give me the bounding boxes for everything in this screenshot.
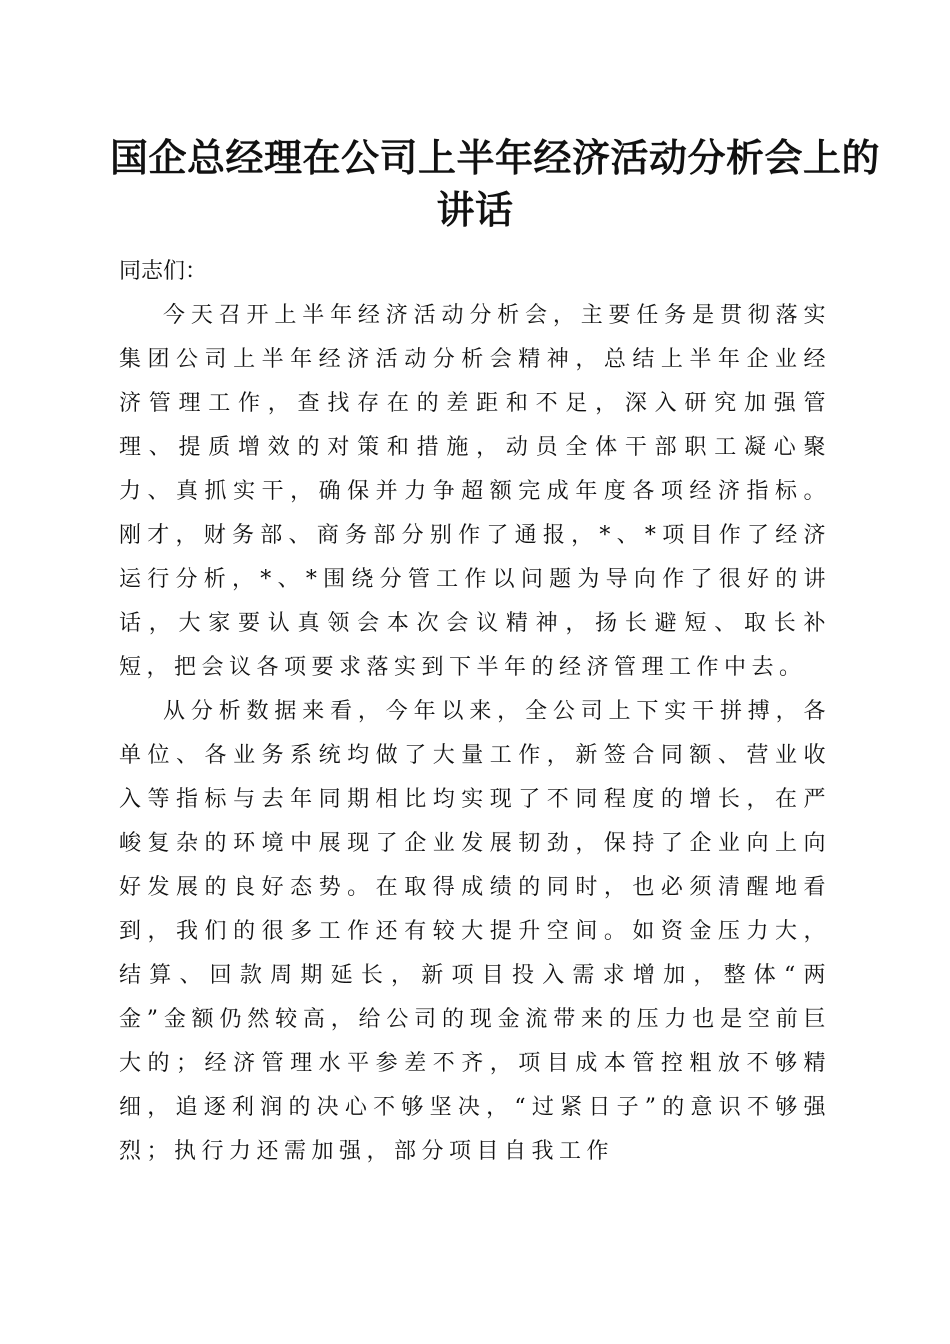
document-title-line-1: 国企总经理在公司上半年经济活动分析会上的 <box>110 135 881 180</box>
document-body <box>119 250 831 1174</box>
document-title-line-2: 讲话 <box>436 187 514 232</box>
paragraph-2: 从分析数据来看，今年以来，全公司上下实干拼搏，各单位、各业务系统均做了大量工作，新签合同额、营业收入等指标与去年同期相比均实现了不同程度的增长，在严峻复杂的环境中展现了企业发展韧劲，保持了企业向上向好发展的良好态势。在取得成绩的同时，也必须清醒地看到，我们的很多工作还有较大提升空间。如资金压力大，结算、回款周期延长，新项目投入需求增加，整体“两金”金额仍然较高，给公司的现金流带来的压力也是空前巨大的；经济管理水平参差不齐，项目成本管控粗放不够精细，追逐利润的决心不够坚决，“过紧日子”的意识不够强烈；执行力还需加强，部分项目自我工作 <box>119 699 831 1164</box>
salutation: 同志们： <box>119 259 208 284</box>
paragraph-1: 今天召开上半年经济活动分析会，主要任务是贯彻落实集团公司上半年经济活动分析会精神，总结上半年企业经济管理工作，查找存在的差距和不足，深入研究加强管理、提质增效的对策和措施，动员全体干部职工凝心聚力、真抓实干，确保并力争超额完成年度各项经济指标。刚才，财务部、商务部分别作了通报，*、*项目作了经济运行分析，*、*围绕分管工作以问题为导向作了很好的讲话，大家要认真领会本次会议精神，扬长避短、取长补短，把会议各项要求落实到下半年的经济管理工作中去。 <box>119 303 831 680</box>
document-title <box>110 132 881 236</box>
